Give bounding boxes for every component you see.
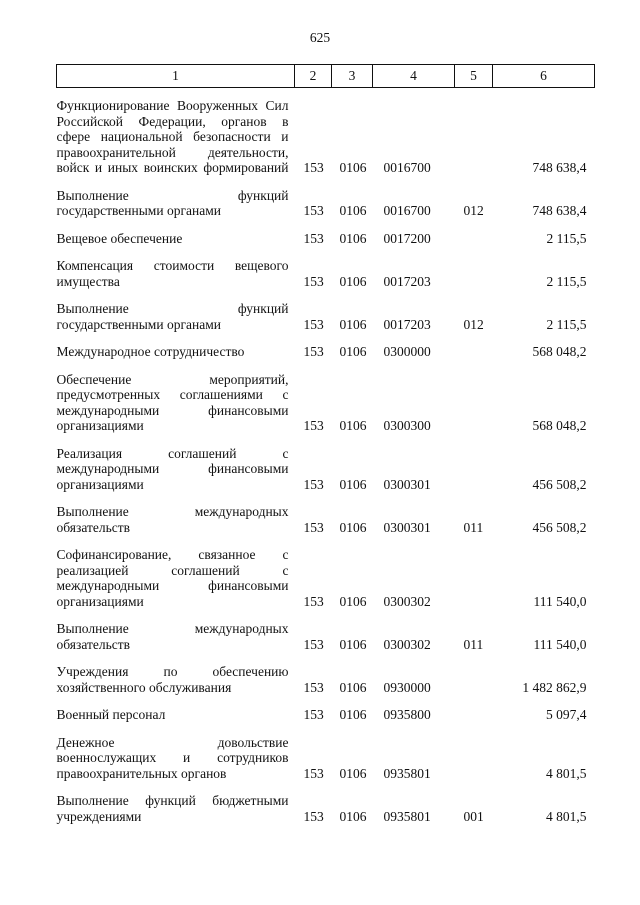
row-column-3: 0106 bbox=[339, 344, 367, 359]
row-column-2: 153 bbox=[303, 519, 324, 535]
row-amount: 1 482 862,9 bbox=[522, 679, 587, 695]
row-column-5 bbox=[455, 246, 493, 289]
row-column-2: 153 bbox=[303, 418, 324, 433]
row-column-5 bbox=[455, 219, 493, 247]
row-column-5: 012 bbox=[463, 316, 484, 332]
row-column-5 bbox=[455, 434, 493, 493]
row-column-4: 0300301 bbox=[383, 476, 431, 492]
table-row bbox=[57, 434, 595, 493]
page-number: 625 bbox=[309, 30, 331, 45]
table-row bbox=[57, 609, 595, 652]
row-column-5 bbox=[455, 332, 493, 360]
budget-table bbox=[56, 64, 595, 824]
row-column-5 bbox=[455, 695, 493, 723]
table-row bbox=[57, 695, 595, 723]
table-row bbox=[57, 289, 595, 332]
row-column-4: 0300300 bbox=[383, 418, 431, 433]
row-column-4: 0017203 bbox=[383, 316, 431, 332]
row-amount: 748 638,4 bbox=[532, 203, 587, 218]
row-column-5: 012 bbox=[463, 203, 484, 218]
row-column-5 bbox=[455, 652, 493, 695]
table-row bbox=[57, 492, 595, 535]
row-amount: 456 508,2 bbox=[532, 476, 587, 492]
row-column-3: 0106 bbox=[339, 593, 367, 609]
table-header bbox=[57, 65, 595, 88]
row-column-2: 153 bbox=[303, 230, 324, 246]
row-column-3: 0106 bbox=[339, 476, 367, 492]
row-column-2: 153 bbox=[303, 679, 324, 695]
row-column-5: 001 bbox=[463, 808, 484, 824]
row-column-4: 0017203 bbox=[383, 273, 431, 289]
row-column-5: 011 bbox=[463, 519, 484, 535]
table-row bbox=[57, 176, 595, 219]
row-column-2: 153 bbox=[303, 808, 324, 824]
table-row bbox=[57, 360, 595, 434]
row-column-5 bbox=[455, 723, 493, 782]
table-row bbox=[57, 535, 595, 609]
row-column-3: 0106 bbox=[339, 519, 367, 535]
row-column-2: 153 bbox=[303, 593, 324, 609]
row-name: Софинансирование, связанное с реализацией соглашений с международными финансовыми организациями bbox=[56, 547, 289, 609]
table-row bbox=[57, 652, 595, 695]
row-column-3: 0106 bbox=[339, 808, 367, 824]
row-name: Денежное довольствие военнослужащих и сотрудников правоохранительных органов bbox=[56, 734, 289, 781]
row-amount: 568 048,2 bbox=[532, 344, 587, 359]
row-name: Вещевое обеспечение bbox=[56, 230, 183, 246]
row-column-4: 0300302 bbox=[383, 593, 431, 609]
row-name: Компенсация стоимости вещевого имущества bbox=[56, 258, 289, 289]
column-header-2: 2 bbox=[295, 65, 332, 88]
row-amount: 568 048,2 bbox=[532, 418, 587, 433]
row-column-5 bbox=[455, 88, 493, 176]
row-column-4: 0300000 bbox=[383, 344, 431, 359]
row-amount: 2 115,5 bbox=[546, 230, 587, 246]
table-row bbox=[57, 246, 595, 289]
row-column-2: 153 bbox=[303, 344, 324, 359]
row-amount: 4 801,5 bbox=[546, 765, 587, 781]
row-name: Выполнение функций государственными органами bbox=[56, 301, 289, 332]
row-column-3: 0106 bbox=[339, 679, 367, 695]
row-column-2: 153 bbox=[303, 203, 324, 218]
row-column-3: 0106 bbox=[339, 707, 367, 722]
column-header-1: 1 bbox=[57, 65, 295, 88]
row-name: Выполнение международных обязательств bbox=[56, 621, 289, 652]
row-column-4: 0300301 bbox=[383, 519, 431, 535]
row-column-4: 0930000 bbox=[383, 679, 431, 695]
row-column-2: 153 bbox=[303, 160, 324, 175]
table-row bbox=[57, 88, 595, 176]
row-amount: 4 801,5 bbox=[546, 808, 587, 824]
row-column-5: 011 bbox=[463, 636, 484, 652]
row-column-5 bbox=[455, 535, 493, 609]
row-column-3: 0106 bbox=[339, 203, 367, 218]
row-name: Функционирование Вооруженных Сил Российской Федерации, органов в сфере национальной безопасности и правоохранительной деятельности, войск и иных воинских формирований bbox=[56, 98, 289, 175]
row-column-4: 0016700 bbox=[383, 203, 431, 218]
row-amount: 2 115,5 bbox=[546, 273, 587, 289]
table-row bbox=[57, 332, 595, 360]
row-column-2: 153 bbox=[303, 316, 324, 332]
row-name: Международное сотрудничество bbox=[56, 344, 245, 359]
row-name: Выполнение международных обязательств bbox=[56, 504, 289, 535]
row-column-4: 0300302 bbox=[383, 636, 431, 652]
row-column-2: 153 bbox=[303, 273, 324, 289]
row-name: Выполнение функций государственными органами bbox=[56, 187, 289, 218]
row-column-4: 0017200 bbox=[383, 230, 431, 246]
row-column-3: 0106 bbox=[339, 316, 367, 332]
row-column-3: 0106 bbox=[339, 765, 367, 781]
row-column-2: 153 bbox=[303, 707, 324, 722]
row-amount: 111 540,0 bbox=[533, 636, 587, 652]
row-column-3: 0106 bbox=[339, 160, 367, 175]
table-row bbox=[57, 219, 595, 247]
column-header-6: 6 bbox=[493, 65, 595, 88]
row-column-3: 0106 bbox=[339, 273, 367, 289]
row-name: Реализация соглашений с международными финансовыми организациями bbox=[56, 445, 289, 492]
row-column-4: 0935801 bbox=[383, 765, 431, 781]
row-amount: 111 540,0 bbox=[533, 593, 587, 609]
column-header-3: 3 bbox=[332, 65, 373, 88]
row-name: Выполнение функций бюджетными учреждениями bbox=[56, 793, 289, 824]
row-amount: 2 115,5 bbox=[546, 316, 587, 332]
table-body bbox=[57, 88, 595, 825]
table-row bbox=[57, 723, 595, 782]
row-column-3: 0106 bbox=[339, 230, 367, 246]
row-name: Обеспечение мероприятий, предусмотренных соглашениями с международными финансовыми организациями bbox=[56, 371, 289, 433]
row-amount: 5 097,4 bbox=[546, 707, 587, 722]
row-name: Учреждения по обеспечению хозяйственного обслуживания bbox=[56, 664, 289, 695]
row-column-2: 153 bbox=[303, 636, 324, 652]
row-column-2: 153 bbox=[303, 476, 324, 492]
column-header-4: 4 bbox=[373, 65, 455, 88]
row-column-4: 0935801 bbox=[383, 808, 431, 824]
row-column-4: 0016700 bbox=[383, 160, 431, 175]
row-column-3: 0106 bbox=[339, 418, 367, 433]
row-name: Военный персонал bbox=[56, 707, 166, 722]
row-amount: 456 508,2 bbox=[532, 519, 587, 535]
row-amount: 748 638,4 bbox=[532, 160, 587, 175]
row-column-5 bbox=[455, 360, 493, 434]
table-row bbox=[57, 781, 595, 824]
row-column-3: 0106 bbox=[339, 636, 367, 652]
column-header-5: 5 bbox=[455, 65, 493, 88]
row-column-2: 153 bbox=[303, 765, 324, 781]
row-column-4: 0935800 bbox=[383, 707, 431, 722]
